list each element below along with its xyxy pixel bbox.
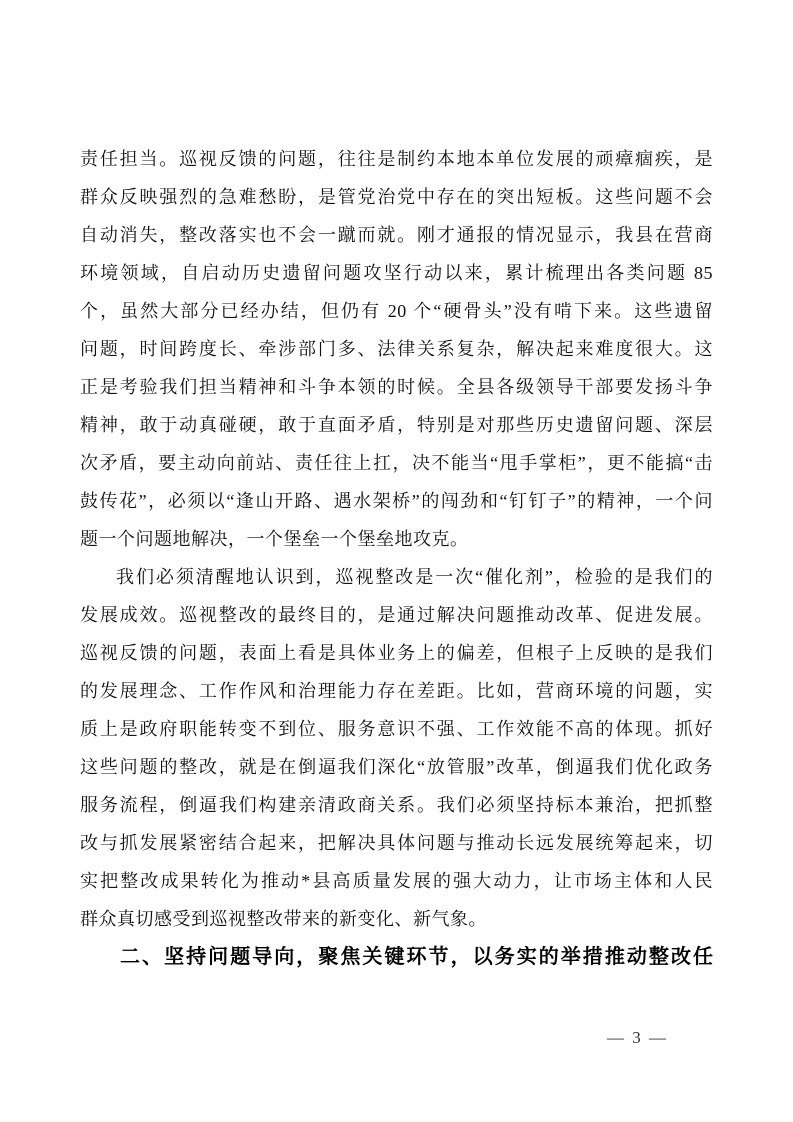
- body-text-line: 巡视反馈的问题，表面上看是具体业务上的偏差，但根子上反映的是我们: [80, 643, 713, 663]
- body-text-line: 题一个问题地解决，一个堡垒一个堡垒地攻克。: [80, 529, 469, 549]
- body-text-line: 鼓传花”，必须以“逢山开路、遇水架桥”的闯劲和“钉钉子”的精神，一个问: [80, 491, 713, 511]
- body-text-line: 服务流程，倒逼我们构建亲清政商关系。我们必须坚持标本兼治，把抓整: [80, 795, 713, 815]
- body-text-line: 的发展理念、工作作风和治理能力存在差距。比如，营商环境的问题，实: [80, 681, 713, 701]
- text-block: [80, 140, 713, 976]
- body-text-line: 个，虽然大部分已经办结，但仍有 20 个“硬骨头”没有啃下来。这些遗留: [80, 301, 713, 321]
- body-text-line: 环境领域，自启动历史遗留问题攻坚行动以来，累计梳理出各类问题 85: [80, 263, 713, 283]
- body-text-line: 次矛盾，要主动向前站、责任往上扛，决不能当“甩手掌柜”，更不能搞“击: [80, 453, 713, 473]
- body-text-line: 实把整改成果转化为推动*县高质量发展的强大动力，让市场主体和人民: [80, 871, 713, 891]
- page-number: — 3 —: [607, 1028, 668, 1047]
- body-text-line: 正是考验我们担当精神和斗争本领的时候。全县各级领导干部要发扬斗争: [80, 377, 713, 397]
- section-heading: 二、坚持问题导向，聚焦关键环节，以务实的举措推动整改任: [120, 946, 713, 968]
- body-text-line: 发展成效。巡视整改的最终目的，是通过解决问题推动改革、促进发展。: [80, 605, 713, 625]
- body-text-line: 群众真切感受到巡视整改带来的新变化、新气象。: [80, 909, 487, 929]
- body-text-line: 这些问题的整改，就是在倒逼我们深化“放管服”改革，倒逼我们优化政务: [80, 757, 713, 777]
- paragraph: [80, 558, 713, 938]
- body-text-line: 质上是政府职能转变不到位、服务意识不强、工作效能不高的体现。抓好: [80, 719, 713, 739]
- body-text-line: 精神，敢于动真碰硬，敢于直面矛盾，特别是对那些历史遗留问题、深层: [80, 415, 713, 435]
- body-text-line: 自动消失，整改落实也不会一蹴而就。刚才通报的情况显示，我县在营商: [80, 225, 713, 245]
- paragraph: [80, 140, 713, 558]
- body-text-line: 群众反映强烈的急难愁盼，是管党治党中存在的突出短板。这些问题不会: [80, 187, 713, 207]
- body-text-line: 问题，时间跨度长、牵涉部门多、法律关系复杂，解决起来难度很大。这: [80, 339, 713, 359]
- body-text-line: 责任担当。巡视反馈的问题，往往是制约本地本单位发展的顽瘴痼疾，是: [80, 149, 713, 169]
- body-text-line: 改与抓发展紧密结合起来，把解决具体问题与推动长远发展统筹起来，切: [80, 833, 713, 853]
- body-text-line: 我们必须清醒地认识到，巡视整改是一次“催化剂”，检验的是我们的: [116, 567, 713, 587]
